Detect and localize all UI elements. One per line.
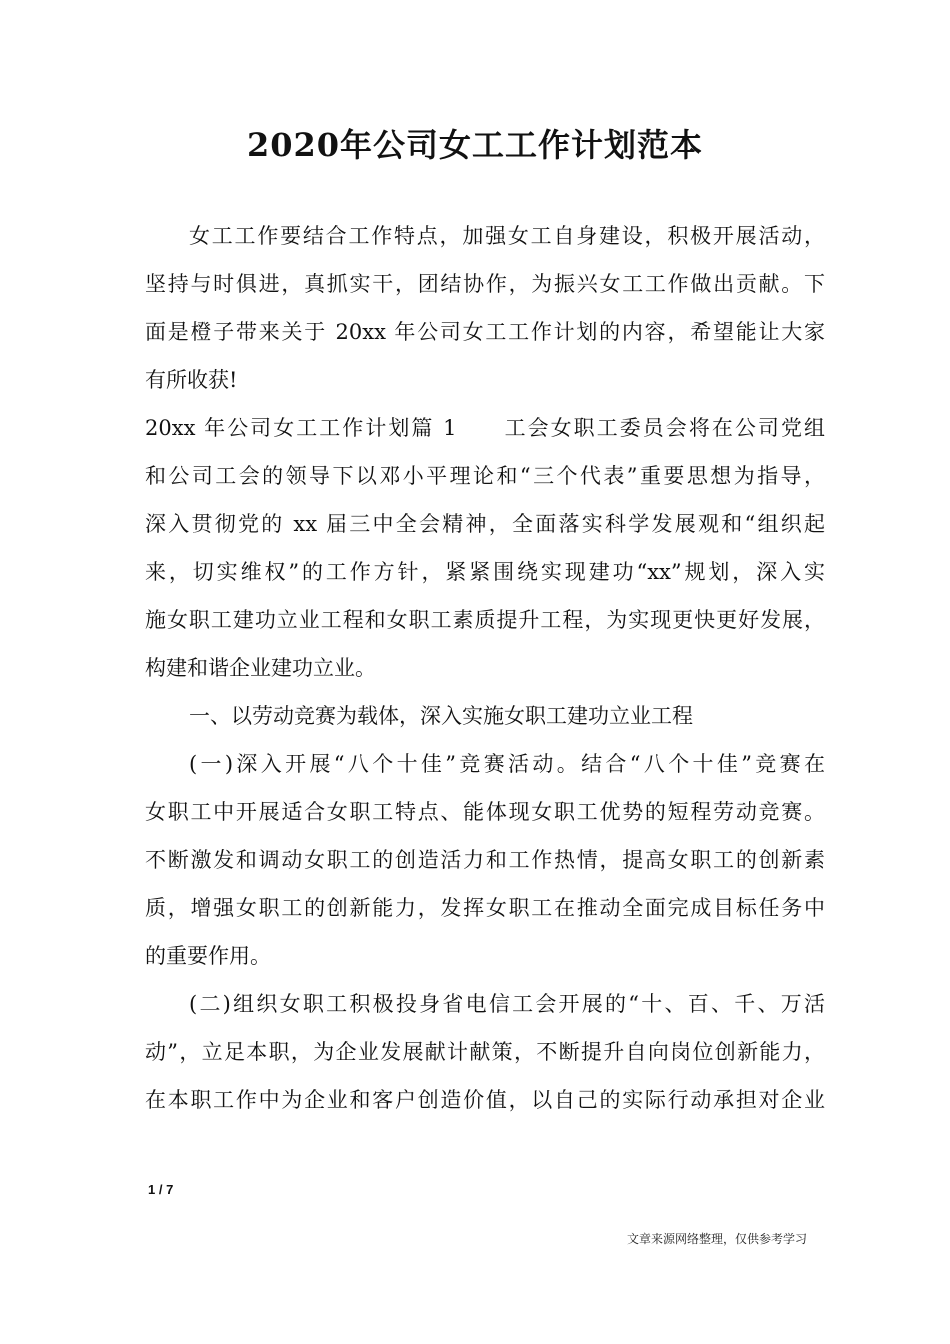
body-line: 和公司工会的领导下以邓小平理论和“三个代表”重要思想为指导， <box>145 464 825 488</box>
body-line: 在本职工作中为企业和客户创造价值，以自己的实际行动承担对企业 <box>145 1088 825 1112</box>
body-line: 深入贯彻党的 xx 届三中全会精神，全面落实科学发展观和“组织起 <box>145 512 825 536</box>
page-number: 1 / 7 <box>148 1182 174 1197</box>
body-line: 女职工中开展适合女职工特点、能体现女职工优势的短程劳动竞赛。 <box>145 800 825 824</box>
document-body <box>145 212 825 1124</box>
body-line: 坚持与时俱进，真抓实干，团结协作，为振兴女工工作做出贡献。下 <box>145 272 825 296</box>
body-line: 面是橙子带来关于 20xx 年公司女工工作计划的内容，希望能让大家 <box>145 320 825 344</box>
footer-note: 文章来源网络整理，仅供参考学习 <box>626 1232 807 1246</box>
body-line: 有所收获! <box>145 368 238 392</box>
document-title: 2020年公司女工工作计划范本 <box>246 126 704 164</box>
body-line: 不断激发和调动女职工的创造活力和工作热情，提高女职工的创新素 <box>145 848 825 872</box>
body-line: 20xx 年公司女工工作计划篇 1 工会女职工委员会将在公司党组 <box>145 416 825 440</box>
section-heading: 一、以劳动竞赛为载体，深入实施女职工建功立业工程 <box>189 704 693 728</box>
body-line: 动”，立足本职，为企业发展献计献策，不断提升自向岗位创新能力， <box>145 1040 825 1064</box>
body-line: 施女职工建功立业工程和女职工素质提升工程，为实现更快更好发展， <box>145 608 825 632</box>
body-line: (一)深入开展“八个十佳”竞赛活动。结合“八个十佳”竞赛在 <box>189 752 825 776</box>
body-line: 女工工作要结合工作特点，加强女工自身建设，积极开展活动， <box>189 224 825 248</box>
body-line: (二)组织女职工积极投身省电信工会开展的“十、百、千、万活 <box>189 992 825 1016</box>
body-line: 来，切实维权”的工作方针，紧紧围绕实现建功“xx”规划，深入实 <box>145 560 825 584</box>
body-line: 质，增强女职工的创新能力，发挥女职工在推动全面完成目标任务中 <box>145 896 825 920</box>
body-line: 的重要作用。 <box>145 944 271 968</box>
body-line: 构建和谐企业建功立业。 <box>145 656 376 680</box>
